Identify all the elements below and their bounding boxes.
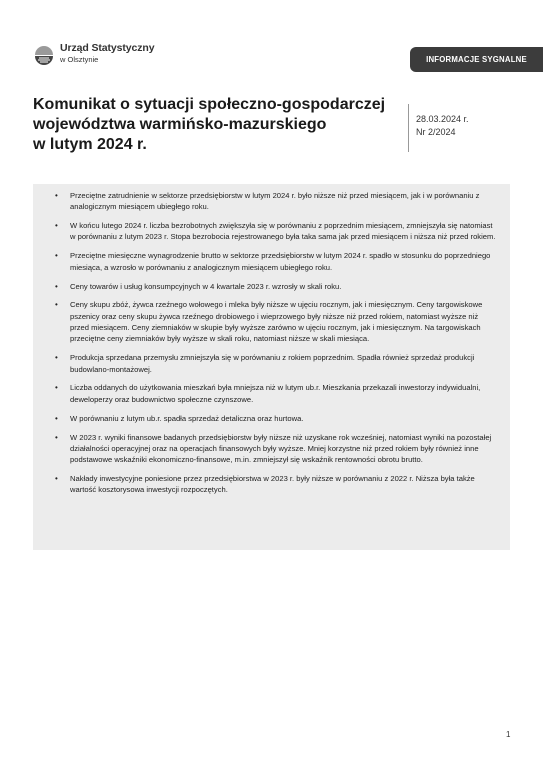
meta-divider xyxy=(408,104,409,152)
summary-item: • Ceny skupu zbóż, żywca rzeźnego wołowego i mleka były niższe w ujęciu rocznym, jak i miesięcznym. Ceny targowiskowe pszenicy oraz ceny skupu żywca rzeźnego drobiowego i wieprzowego były niższe niż przed rokiem, natomiast wyższe niż przed miesiącem. Ceny ziemniaków w skupie były wyższe zarówno w ujęciu rocznym, jak i miesięcznym. Na targowiskach przeciętne ceny ziemniaków były wyższe w skali roku, natomiast niższe w skali miesiąca. xyxy=(33,299,496,344)
summary-item: • W końcu lutego 2024 r. liczba bezrobotnych zwiększyła się w porównaniu z poprzednim miesiącem, zmniejszyła się natomiast w porównaniu z lutym 2023 r. Stopa bezrobocia rejestrowanego była taka sama jak przed miesiącem i niższa niż przed rokiem. xyxy=(33,220,496,243)
publication-date: 28.03.2024 r. xyxy=(416,114,469,124)
summary-item: • Liczba oddanych do użytkowania mieszkań była mniejsza niż w lutym ub.r. Mieszkania przekazali inwestorzy indywidualni, deweloperzy oraz budownictwo społeczne czynszowe. xyxy=(33,382,496,405)
page-number: 1 xyxy=(506,730,511,739)
logo-office-name: Urząd Statystyczny xyxy=(60,42,155,54)
logo xyxy=(33,43,154,65)
summary-item: • Produkcja sprzedana przemysłu zmniejszyła się w porównaniu z rokiem poprzednim. Spadła również sprzedaż produkcji budowlano-montażowej. xyxy=(33,352,496,375)
summary-item: • Nakłady inwestycyjne poniesione przez przedsiębiorstwa w 2023 r. były niższe w porównaniu z 2022 r. Niższa była także wartość kosztorysowa inwestycji rozpoczętych. xyxy=(33,473,496,496)
publication-meta xyxy=(416,113,469,139)
summary-item: • Ceny towarów i usług konsumpcyjnych w 4 kwartale 2023 r. wzrosły w skali roku. xyxy=(33,281,496,292)
summary-item: • Przeciętne zatrudnienie w sektorze przedsiębiorstw w lutym 2024 r. było niższe niż przed miesiącem, jak i w porównaniu z analogicznym miesiącem ubiegłego roku. xyxy=(33,190,496,213)
title-line: w lutym 2024 r. xyxy=(33,136,147,153)
title-line: województwa warmińsko-mazurskiego xyxy=(33,116,327,133)
title-line: Komunikat o sytuacji społeczno-gospodarczej xyxy=(33,96,386,113)
summary-item: • W porównaniu z lutym ub.r. spadła sprzedaż detaliczna oraz hurtowa. xyxy=(33,413,496,424)
summary-list xyxy=(33,184,510,496)
summary-box xyxy=(33,184,510,550)
document-type-badge: INFORMACJE SYGNALNE xyxy=(410,47,543,72)
logo-office-city: w Olsztynie xyxy=(60,55,99,64)
page-title xyxy=(33,95,393,155)
summary-item: • W 2023 r. wyniki finansowe badanych przedsiębiorstw były niższe niż uzyskane rok wcześniej, natomiast wyniki na pozostałej działalności operacyjnej oraz na operacjach finansowych były wyższe. Mniej korzystne niż przed rokiem były również inne podstawowe wskaźniki ekonomiczno-finansowe, m.in. zmniejszył się wskaźnik rentowności obrotu brutto. xyxy=(33,432,496,466)
publication-number: Nr 2/2024 xyxy=(416,127,456,137)
summary-item: • Przeciętne miesięczne wynagrodzenie brutto w sektorze przedsiębiorstw w lutym 2024 r. spadło w stosunku do poprzedniego miesiąca, a wzrosło w porównaniu z analogicznym miesiącem ubiegłego roku. xyxy=(33,250,496,273)
statistics-office-logo-icon xyxy=(33,43,55,65)
